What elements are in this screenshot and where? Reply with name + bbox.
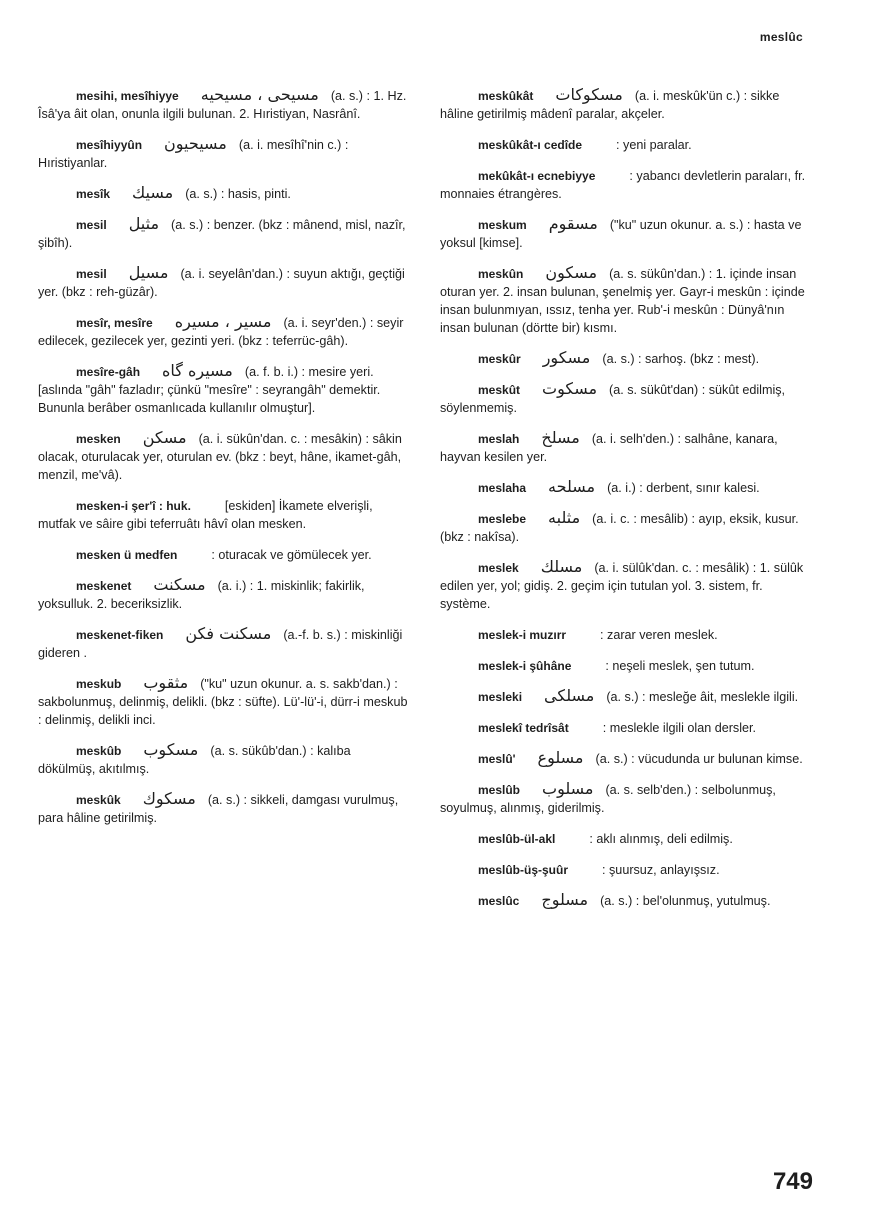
entry-definition: (a. i. seyelân'dan.) : suyun aktığı, geçtiği yer. (bkz : reh-güzâr). xyxy=(38,267,405,299)
entry-arabic-script: مسير ، مسيره xyxy=(174,312,272,331)
dictionary-entry xyxy=(38,625,410,662)
entry-definition: (a. i. sülûk'dan. c. : mesâlik) : 1. sülûk edilen yer, yol; gidiş. 2. geçim için tutulan yol. 3. sistem, fr. système. xyxy=(440,561,804,611)
entry-arabic-script: مسيره گاه xyxy=(162,361,233,380)
entry-arabic-script: مسلكى xyxy=(544,686,595,705)
entry-definition: (a. i. selh'den.) : salhâne, kanara, hayvan kesilen yer. xyxy=(440,432,778,464)
entry-arabic-script: مسكن xyxy=(142,428,187,447)
entry-arabic-script: مسلوج xyxy=(541,890,589,909)
dictionary-entry xyxy=(38,741,410,778)
left-column xyxy=(38,86,410,839)
dictionary-entry xyxy=(38,576,410,613)
dictionary-entry xyxy=(38,86,410,123)
entry-arabic-script: مثقوب xyxy=(143,673,189,692)
entry-arabic-script: مسلوع xyxy=(537,748,584,767)
dictionary-entry xyxy=(440,687,812,706)
dictionary-entry xyxy=(38,545,410,564)
entry-definition: (a. s. sükût'dan) : sükût edilmiş, söylenmemiş. xyxy=(440,383,786,415)
dictionary-entry xyxy=(38,313,410,350)
page-number: 749 xyxy=(772,1168,813,1195)
entry-headword: meslûc xyxy=(478,894,520,908)
entry-arabic-script: مسكنت فكن xyxy=(185,624,272,643)
running-head: meslûc xyxy=(759,30,803,44)
dictionary-entry xyxy=(440,780,812,817)
dictionary-entry xyxy=(38,429,410,484)
dictionary-entry xyxy=(440,509,812,546)
entry-headword: meskûkât xyxy=(478,89,534,103)
entry-headword: mesîk xyxy=(76,187,111,201)
entry-headword: meslûb-ül-akl xyxy=(478,832,556,846)
entry-definition: : meslekle ilgili olan dersler. xyxy=(602,721,757,735)
entry-definition: (a. i.) : 1. miskinlik; fakirlik, yoksulluk. 2. beceriksizlik. xyxy=(38,579,365,611)
entry-definition: [eskiden] İkamete elverişli, mutfak ve sâire gibi teferruâtı hâvî olan mesken. xyxy=(38,499,373,531)
entry-headword: mesil xyxy=(76,218,107,232)
entry-headword: meskenet xyxy=(76,579,132,593)
entry-definition: (a. s.) : bel'olunmuş, yutulmuş. xyxy=(600,894,771,908)
right-column xyxy=(440,86,812,922)
entry-definition: (a. f. b. i.) : mesire yeri. [aslında "gâh" fazladır; çünkü "mesîre" : seyrangâh" demektir. Bununla berâber osmanlıcada kullanılır olmuştur]. xyxy=(38,365,381,415)
entry-arabic-script: مسيحيون xyxy=(164,134,227,153)
entry-headword: meslebe xyxy=(478,512,527,526)
entry-definition: : zarar veren meslek. xyxy=(600,628,718,642)
entry-headword: meskenet-fiken xyxy=(76,628,164,642)
entry-headword: meslû' xyxy=(478,752,516,766)
entry-headword: meskûr xyxy=(478,352,521,366)
entry-definition: (a. s.) : 1. Hz. Îsâ'ya âit olan, onunla ilgili bulunan. 2. Hıristiyan, Nasrânî. xyxy=(38,89,407,121)
dictionary-entry xyxy=(440,625,812,644)
entry-definition: (a. s. selb'den.) : selbolunmuş, soyulmuş, alınmış, giderilmiş. xyxy=(440,783,776,815)
entry-definition: (a. i. sükûn'dan. c. : mesâkin) : sâkin olacak, oturulacak yer, oturulan ev. (bkz : beyt, hâne, ikamet-gâh, menzil, me'vâ). xyxy=(38,432,402,482)
dictionary-entry xyxy=(38,674,410,729)
dictionary-entry xyxy=(440,86,812,123)
entry-headword: mesîre-gâh xyxy=(76,365,141,379)
dictionary-entry xyxy=(440,429,812,466)
dictionary-entry xyxy=(440,380,812,417)
dictionary-entry xyxy=(38,184,410,203)
entry-arabic-script: مسكوكات xyxy=(555,85,623,104)
entry-headword: meslaha xyxy=(478,481,527,495)
entry-arabic-script: مثيل xyxy=(128,214,160,233)
entry-headword: meslûb-üş-şuûr xyxy=(478,863,569,877)
entry-headword: mesleki xyxy=(478,690,523,704)
dictionary-entry xyxy=(440,749,812,768)
dictionary-entry xyxy=(38,264,410,301)
dictionary-entry xyxy=(440,860,812,879)
dictionary-entry xyxy=(38,790,410,827)
entry-definition: (a. s.) : vücudunda ur bulunan kimse. xyxy=(595,752,803,766)
dictionary-entry xyxy=(440,215,812,252)
entry-headword: meslek-i muzırr xyxy=(478,628,567,642)
entry-headword: mesil xyxy=(76,267,107,281)
entry-definition: (a. s.) : mesleğe âit, meslekle ilgili. xyxy=(606,690,799,704)
entry-definition: (a. s.) : benzer. (bkz : mânend, misl, nazîr, şibîh). xyxy=(38,218,406,250)
entry-definition: : neşeli meslek, şen tutum. xyxy=(605,659,755,673)
entry-headword: meslah xyxy=(478,432,520,446)
entry-arabic-script: مثلبه xyxy=(548,508,581,527)
entry-arabic-script: مسلخ xyxy=(541,428,580,447)
entry-arabic-script: مسكور xyxy=(542,348,591,367)
entry-arabic-script: مسكوت xyxy=(542,379,598,398)
entry-arabic-script: مسيحى ، مسيحيه xyxy=(200,85,319,104)
entry-arabic-script: مسقوم xyxy=(548,214,598,233)
dictionary-entry xyxy=(440,135,812,154)
entry-headword: mesken xyxy=(76,432,121,446)
entry-headword: meskûkât-ı cedîde xyxy=(478,138,583,152)
entry-arabic-script: مسيل xyxy=(128,263,169,282)
dictionary-entry xyxy=(440,656,812,675)
entry-definition: ("ku" uzun okunur. a. s.) : hasta ve yoksul [kimse]. xyxy=(440,218,802,250)
entry-definition: (a. s.) : sikkeli, damgası vurulmuş, para hâline getirilmiş. xyxy=(38,793,399,825)
entry-headword: mekûkât-ı ecnebiyye xyxy=(478,169,596,183)
entry-definition: : oturacak ve gömülecek yer. xyxy=(211,548,372,562)
entry-headword: mesîhiyyûn xyxy=(76,138,143,152)
dictionary-entry xyxy=(38,362,410,417)
entry-arabic-script: مسكوك xyxy=(142,789,196,808)
entry-headword: meslek xyxy=(478,561,519,575)
entry-arabic-script: مسكوب xyxy=(143,740,199,759)
entry-definition: (a. i. seyr'den.) : seyir edilecek, gezilecek yer, gezinti yeri. (bkz : teferrüc-gâh). xyxy=(38,316,404,348)
entry-headword: meslek-i şûhâne xyxy=(478,659,572,673)
entry-headword: meskût xyxy=(478,383,521,397)
entry-definition: : şuursuz, anlayışsız. xyxy=(602,863,720,877)
entry-definition: (a. s. sükûb'dan.) : kalıba dökülmüş, akıtılmış. xyxy=(38,744,351,776)
entry-definition: ("ku" uzun okunur. a. s. sakb'dan.) : sakbolunmuş, delinmiş, delikli. (bkz : süfte). Lü'-lü'-i, dürr-i meskub : delinmiş, delikli inci. xyxy=(38,677,408,727)
entry-definition: (a.-f. b. s.) : miskinliği gideren . xyxy=(38,628,403,660)
entry-arabic-script: مسلحه xyxy=(548,477,596,496)
entry-definition: : aklı alınmış, deli edilmiş. xyxy=(589,832,733,846)
dictionary-entry xyxy=(440,349,812,368)
entry-headword: meskûk xyxy=(76,793,121,807)
entry-headword: meskum xyxy=(478,218,527,232)
dictionary-entry xyxy=(440,558,812,613)
entry-definition: : yeni paralar. xyxy=(616,138,692,152)
entry-definition: (a. s.) : sarhoş. (bkz : mest). xyxy=(602,352,760,366)
dictionary-entry xyxy=(440,891,812,910)
entry-definition: (a. i. mesîhî'nin c.) : Hıristiyanlar. xyxy=(38,138,349,170)
entry-headword: meslekî tedrîsât xyxy=(478,721,569,735)
dictionary-entry xyxy=(440,264,812,337)
dictionary-entry xyxy=(440,718,812,737)
entry-arabic-script: مسلك xyxy=(540,557,583,576)
entry-definition: (a. s. sükûn'dan.) : 1. içinde insan oturan yer. 2. insan bulunan, şenelmiş yer. Gayr-i meskûn : içinde insan bulunmıyan, ıssız, tenha yer. Rub'-i meskûn : Dünyâ'nın insan bulunan (dörtte bir) kısmı. xyxy=(440,267,805,335)
entry-definition: (a. s.) : hasis, pinti. xyxy=(185,187,291,201)
entry-headword: meskub xyxy=(76,677,122,691)
entry-headword: meskûn xyxy=(478,267,524,281)
entry-headword: mesken-i şer'î : huk. xyxy=(76,499,191,513)
entry-arabic-script: مسكنت xyxy=(153,575,206,594)
entry-headword: meskûb xyxy=(76,744,122,758)
dictionary-entry xyxy=(440,478,812,497)
entry-headword: mesîr, mesîre xyxy=(76,316,153,330)
dictionary-entry xyxy=(38,496,410,533)
dictionary-entry xyxy=(440,829,812,848)
entry-definition: (a. i. c. : mesâlib) : ayıp, eksik, kusur. (bkz : nakîsa). xyxy=(440,512,799,544)
dictionary-entry xyxy=(440,166,812,203)
entry-definition: (a. i.) : derbent, sınır kalesi. xyxy=(607,481,760,495)
entry-headword: mesken ü medfen xyxy=(76,548,178,562)
entry-arabic-script: مسكون xyxy=(545,263,598,282)
entry-headword: mesihi, mesîhiyye xyxy=(76,89,179,103)
entry-arabic-script: مسيك xyxy=(132,183,174,202)
entry-definition: (a. i. meskûk'ün c.) : sikke hâline getirilmiş mâdenî paralar, akçeler. xyxy=(440,89,780,121)
dictionary-entry xyxy=(38,135,410,172)
entry-headword: meslûb xyxy=(478,783,521,797)
entry-definition: : yabancı devletlerin paraları, fr. monnaies étrangères. xyxy=(440,169,806,201)
entry-arabic-script: مسلوب xyxy=(542,779,594,798)
dictionary-entry xyxy=(38,215,410,252)
